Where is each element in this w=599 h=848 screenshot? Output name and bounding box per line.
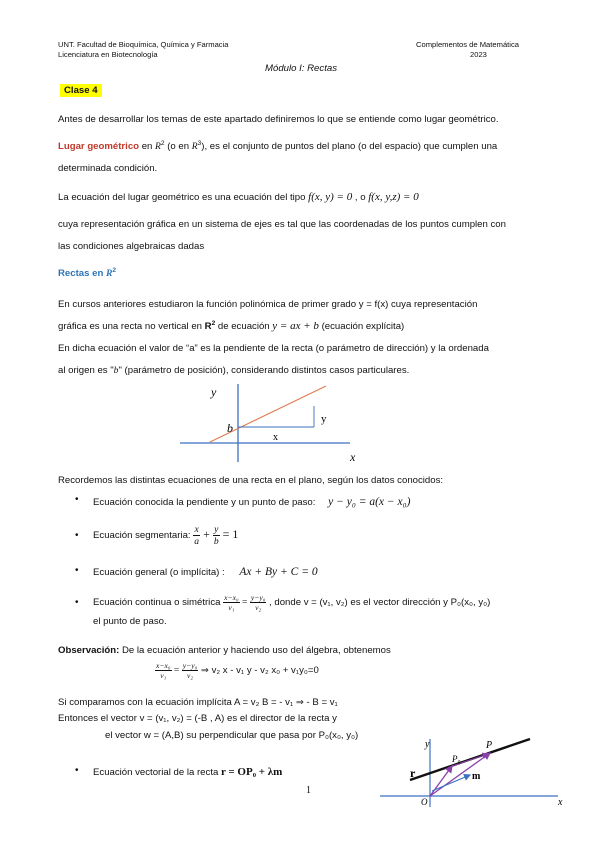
cursos-line4: al origen es "b" (parámetro de posición), considerando distintos casos particulares. xyxy=(58,365,410,376)
module-title: Módulo I: Rectas xyxy=(265,63,337,74)
intro-paragraph: Antes de desarrollar los temas de este apartado definiremos lo que se entiende como lugar geométrico. xyxy=(58,114,499,125)
representacion-line1: cuya representación gráfica en un sistema de ejes es tal que las coordenadas de los puntos cumplen con xyxy=(58,219,506,230)
bullet-continua: Ecuación continua o simétrica $\frac{\text{x−x₀}}{\text{v₁}}$ = $\frac{\text{y−y₀}}{\text{v₂}}$ , donde v = (v₁, v₂) es el vector dirección y P₀(x₀, y₀) xyxy=(93,593,491,612)
lugar-definition-line2: determinada condición. xyxy=(58,163,158,174)
bullet-vectorial: Ecuación vectorial de la recta r = OP₀ + λm xyxy=(93,766,283,778)
fig2-p-label: P xyxy=(486,740,493,751)
bullet-dot-1: • xyxy=(75,494,79,505)
bullet-pendiente: Ecuación conocida la pendiente y un punto de paso: y − y₀ = a(x − x₀) xyxy=(93,496,411,508)
page-number: 1 xyxy=(306,785,311,796)
fig2-origin-label: O xyxy=(421,797,428,807)
point-slope-equation: y − y₀ = a(x − x₀) xyxy=(328,496,411,508)
general-equation: Ax + By + C = 0 xyxy=(239,566,318,578)
observacion-derivation: $\frac{\text{x−x₀}}{\text{v₁}}$ = $\frac{\text{y−y₀}}{\text{v₂}}$ ⇒ v₂ x - v₁ y - v₂ x₀ + v₁y₀=0 xyxy=(156,661,319,680)
vector-line-figure xyxy=(380,735,570,808)
header-course: Complementos de Matemática xyxy=(416,40,519,49)
cursos-line3: En dicha ecuación el valor de “a” es la pendiente de la recta (o parámetro de dirección) y la ordenada xyxy=(58,343,489,354)
fig2-x-label: x xyxy=(558,797,563,808)
fig1-y-label: y xyxy=(211,385,217,399)
class-label: Clase 4 xyxy=(60,84,102,97)
header-institution: UNT. Facultad de Bioquímica, Química y Farmacia xyxy=(58,40,229,49)
fig1-dx-label: x xyxy=(273,432,278,443)
bullet-dot-5: • xyxy=(75,765,79,776)
explicit-line-figure xyxy=(178,380,368,464)
observacion-paragraph: Observación: De la ecuación anterior y haciendo uso del álgebra, obtenemos xyxy=(58,645,391,656)
fig2-vector-m xyxy=(432,775,470,791)
comparamos-line1: Si comparamos con la ecuación implícita A = v₂ B = - v₁ ⇒ - B = v₁ xyxy=(58,697,338,708)
fig2-m-label: m xyxy=(472,771,481,782)
lugar-term: Lugar geométrico xyxy=(58,141,140,152)
header-year: 2023 xyxy=(470,50,487,59)
fig2-p0-label: P₀ xyxy=(452,754,461,764)
comparamos-line2: Entonces el vector v = (v₁, v₂) = (-B , A) es el director de la recta y xyxy=(58,713,337,724)
fig1-dy-label: y xyxy=(321,413,327,425)
ecuacion-lugar: La ecuación del lugar geométrico es una ecuación del tipo f(x, y) = 0 , o f(x, y,z) = 0 xyxy=(58,191,419,203)
header-program: Licenciatura en Biotecnología xyxy=(58,50,158,59)
lugar-geometrico-definition: Lugar geométrico en $R^2$ (o en $R^3$), es el conjunto de puntos del plano (o del espacio) que cumplen una xyxy=(58,139,498,152)
comparamos-line3: el vector w = (A,B) su perpendicular que pasa por P₀(x₀, y₀) xyxy=(105,730,359,741)
representacion-line2: las condiciones algebraicas dadas xyxy=(58,241,205,252)
fig1-x-label: x xyxy=(350,450,356,464)
bullet-general: Ecuación general (o implícita) : Ax + By + C = 0 xyxy=(93,566,318,578)
rectas-heading: Rectas en $R^2$ xyxy=(58,266,117,279)
fig2-r-label: r xyxy=(410,766,416,780)
bullet-dot-2: • xyxy=(75,530,79,541)
cursos-line1: En cursos anteriores estudiaron la función polinómica de primer grado y = f(x) cuya representación xyxy=(58,299,478,310)
fig1-b-label: b xyxy=(227,421,233,435)
bullet-segmentaria: Ecuación segmentaria: $\frac{x}{a}$ + $\frac{y}{b}$ = 1 xyxy=(93,524,239,547)
bullet-continua-line2: el punto de paso. xyxy=(93,616,167,627)
recordemos-paragraph: Recordemos las distintas ecuaciones de una recta en el plano, según los datos conocidos: xyxy=(58,475,444,486)
bullet-dot-3: • xyxy=(75,565,79,576)
fig2-y-label: y xyxy=(425,739,430,750)
cursos-line2: gráfica es una recta no vertical en $R^2$ de ecuación y = ax + b (ecuación explícita) xyxy=(58,319,405,332)
vector-equation: r = OP₀ + λm xyxy=(220,766,283,778)
bullet-dot-4: • xyxy=(75,597,79,608)
